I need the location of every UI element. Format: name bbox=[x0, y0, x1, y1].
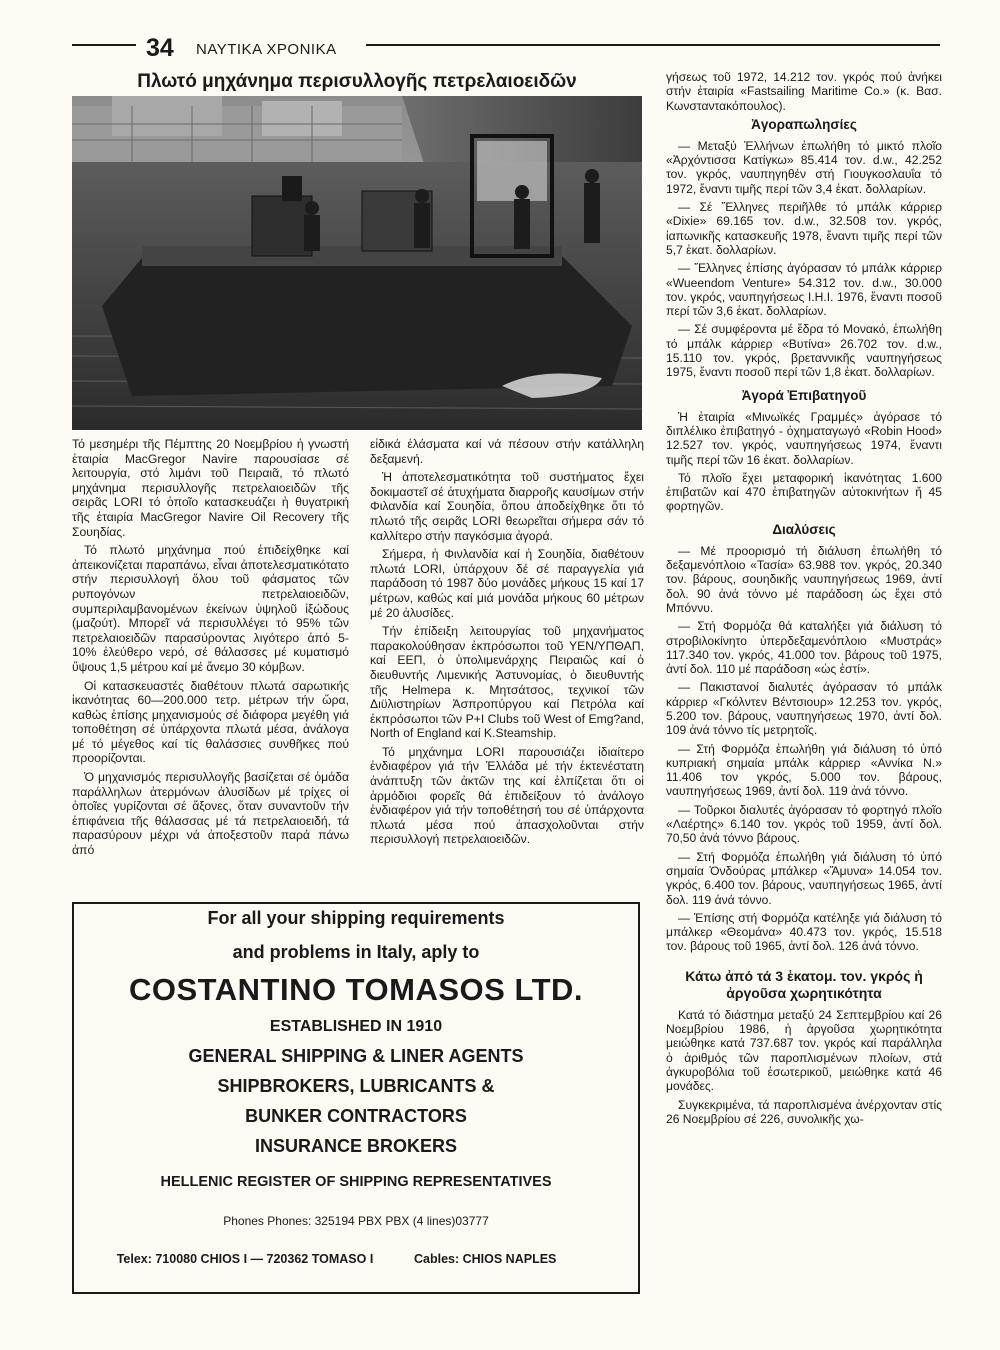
page-number: 34 bbox=[146, 34, 174, 62]
news-paragraph: — Πακιστανοί διαλυτές ἀγόρασαν τό μπάλκ κάρριερ «Γκόλντεν Βέντσιουρ» 12.253 τον. γκρός, 5.200 τον. βάρους, ναυπηγήσεως 1970, ἀντί δολ. 109 ἀνά τόννο τίς μετρητοῖς. bbox=[666, 680, 942, 738]
news-paragraph: — Μεταξύ Ἑλλήνων ἐπωλήθη τό μικτό πλοῖο «Ἀρχόντισσα Κατίγκω» 85.414 τον. d.w., 42.252 τον. γκρός, ναυπηγηθέν στή Γιουγκοσλαυΐα τό 1972, ἔναντι τιμῆς περί τῶν 3,4 ἑκατ. δολλαρίων. bbox=[666, 138, 942, 196]
oil-skimmer-photo bbox=[72, 96, 642, 430]
section-heading-passenger: Ἀγορά Ἐπιβατηγοῦ bbox=[741, 387, 867, 403]
header-rule-left bbox=[72, 44, 136, 46]
section-heading-idle-tonnage: Κάτω ἀπό τά 3 ἑκατομ. τον. γκρός ἡ ἀργοῦσα χωρητικότητα bbox=[685, 967, 923, 1001]
advertisement-box bbox=[72, 902, 640, 1294]
ad-service-1: GENERAL SHIPPING & LINER AGENTS bbox=[188, 1046, 524, 1066]
ad-company-name: COSTANTINO TOMASOS LTD. bbox=[128, 972, 584, 1007]
news-intro: γήσεως τοῦ 1972, 14.212 τον. γκρός πού ἀνήκει στήν ἑταιρία «Fastsailing Maritime Co.» (κ. Βασ. Κωνσταντακόπουλος). bbox=[666, 70, 942, 113]
article-paragraph: Τήν ἐπίδειξη λειτουργίας τοῦ μηχανήματος παρακολούθησαν ἐκπρόσωποι τοῦ ΥΕΝ/ΥΠΘΑΠ, καί ΕΕΠ, ὁ ὑπολιμενάρχης Πειραιῶς καί ὁ διευθυντής Λιμενικής Ἀστυνομίας, ὁ διευθυντής τῆς Helmepa κ. Μητσάτσος, τεχνικοί τῶν Διϋλιστηρίων Ἀσπροπύργου καί Πετρόλα καί ἐκπρόσωποι τῶν P+I Clubs τοῦ West of Emg?and, North of England καί K.Steamship. bbox=[370, 624, 644, 741]
news-paragraph: — Στή Φορμόζα ἐπωλήθη γιά διάλυση τό ὑπό σημαία Ὁνδούρας μπάλκερ «Ἄμυνα» 14.054 τον. γκρός, 6.400 τον. βάρους, ναυπηγήσεως 1965, ἀντί δολ. 119 ἀνά τόννο. bbox=[666, 849, 942, 907]
article-column-2 bbox=[370, 437, 644, 851]
ad-cables: Cables: CHIOS NAPLES bbox=[414, 1252, 557, 1266]
article-paragraph: εἰδικά ἐλάσματα καί νά πέσουν στήν κατάλληλη δεξαμενή. bbox=[370, 437, 644, 466]
news-paragraph: — Μέ προορισμό τή διάλυση ἐπωλήθη τό δεξαμενόπλοιο «Τασία» 63.988 τον. γκρός, 20.340 τον. βάρους, σουηδικῆς ναυπηγήσεως 1969, ἀντί δολ. 90 ἀνά τόννο μέ παράδοση ὡς ἔχει στό Μπόννυ. bbox=[666, 543, 942, 615]
header-rule-right bbox=[366, 44, 940, 46]
article-paragraph: Τό μεσημέρι τῆς Πέμπτης 20 Νοεμβρίου ἡ γνωστή ἑταιρία MacGregor Navire παρουσίασε σέ λειτουργία, στό λιμάνι τοῦ Πειραιᾶ, τό πλωτό μηχάνημα περισυλλογῆς πετρελαιοειδῶν τῆς σειρᾶς LORI τό ὁποῖο κατασκευάζει ἡ θυγατρική τῆς ἑταιρία MacGregor Navire Oil Recovery τῆς Σουηδίας. bbox=[72, 437, 349, 539]
ad-service-4: INSURANCE BROKERS bbox=[254, 1136, 458, 1156]
news-paragraph: — Στή Φορμόζα ἐπωλήθη γιά διάλυση τό ὑπό κυπριακή σημαία μπάλκ κάρριερ «Αννίκα Ν.» 11.406 τον γκρός, 5.000 τον. βάρους, ναυπηγήσεως 1969, ἀντί δολ. 119 ἀνά τόννο. bbox=[666, 741, 942, 799]
article-paragraph: Ἡ ἀποτελεσματικότητα τοῦ συστήματος ἔχει δοκιμαστεῖ σέ ἀτυχήματα διαρροῆς καυσίμων στήν Φιλανδία καί Σουηδία, ὅπου ἀποδείχθηκε ὅτι τό πλωτό τῆς σειρᾶς LORI θεωρεῖται σήμερα σάν τό καλλίτερο στήν παγκόσμια ἀγορά. bbox=[370, 470, 644, 543]
news-paragraph: — Τοῦρκοι διαλυτές ἀγόρασαν τό φορτηγό πλοῖο «Λαέρτης» 6.140 τον. γκρός τοῦ 1959, ἀντί δολ. 70,50 ἀνά τόννο βάρους. bbox=[666, 802, 942, 846]
journal-title: ΝΑΥΤΙΚΑ ΧΡΟΝΙΚΑ bbox=[196, 41, 337, 58]
news-paragraph: — Σέ Ἕλληνες περιῆλθε τό μπάλκ κάρριερ «Dixie» 69.165 τον. d.w., 32.508 τον. γκρός, ἰαπωνικῆς κατασκευῆς 1978, ἔναντι τιμῆς περί τῶν 5,7 ἑκατ. δολλαρίων. bbox=[666, 200, 942, 257]
news-paragraph: — Στή Φορμόζα θά καταλήξει γιά διάλυση τό στροβιλοκίνητο ὑπερδεξαμενόπλοιο «Μυστράς» 117.340 τον. γκρός, 41.000 τον. βάρους τοῦ 1975, ἀντί δολ. 110 μέ παράδοση «ὡς ἐστί». bbox=[666, 619, 942, 677]
news-paragraph: — Ἕλληνες ἐπίσης ἀγόρασαν τό μπάλκ κάρριερ «Wueendom Venture» 54.312 τον. d.w., 30.000 τον. γκρός, ναυπηγήσεως I.H.I. 1976, ἔναντι ποσοῦ περί τῶν 3,6 ἑκατ. δολλαρίων. bbox=[666, 261, 942, 319]
article-paragraph: Τό μηχάνημα LORI παρουσιάζει ἰδιαίτερο ἐνδιαφέρον γιά τήν Ἑλλάδα μέ τήν ἐκτενέστατη ἀνάπτυξη τῶν ἀκτῶν της καί ἐλπίζεται ὅτι οἱ ἁρμόδιοι φορεῖς θά ἐπιδείξουν τό ἀνάλογο ἐνδιαφέρον γιά τήν τοποθέτησή του σέ ὑπάρχοντα πλωτά μέσα πού ἀπασχολοῦνται στήν περισυλλογή πετρελαιοειδῶν. bbox=[370, 744, 644, 847]
news-paragraph: Κατά τό διάστημα μεταξύ 24 Σεπτεμβρίου καί 26 Νοεμβρίου 1986, ἡ ἀργοῦσα χωρητικότητα μειώθηκε κατά 737.687 τον. γκρός καί παράλληλα ὁ ἀριθμός τῶν παροπλισμένων πλοίων, στά ἀγκυροβόλια τοῦ ἐσωτερικοῦ, μειώθηκε κατά 46 μονάδες. bbox=[666, 1007, 942, 1094]
section-heading-sales: Ἀγοραπωλησίες bbox=[751, 116, 857, 132]
section-heading-scrapping: Διαλύσεις bbox=[772, 521, 836, 537]
ad-established: ESTABLISHED IN 1910 bbox=[269, 1018, 443, 1035]
ad-phones: Phones Phones: 325194 PBX PBX (4 lines)03777 bbox=[223, 1214, 489, 1228]
news-paragraph: Συγκεκριμένα, τά παροπλισμένα ἀνέρχονταν στίς 26 Νοεμβρίου σέ 226, συνολικῆς χω- bbox=[666, 1097, 942, 1126]
ad-service-3: BUNKER CONTRACTORS bbox=[245, 1106, 467, 1126]
ad-line-1: For all your shipping requirements bbox=[207, 908, 505, 928]
ad-service-2: SHIPBROKERS, LUBRICANTS & bbox=[217, 1076, 495, 1096]
ad-line-2: and problems in Italy, aply to bbox=[232, 942, 480, 962]
ad-telex: Telex: 710080 CHIOS I — 720362 TOMASO I bbox=[116, 1252, 374, 1266]
article-column-1 bbox=[72, 437, 349, 862]
article-paragraph: Τό πλωτό μηχάνημα πού ἐπιδείχθηκε καί ἀπεικονίζεται παραπάνω, εἶναι ἀποτελεσματικότατο στήν περισυλλογή ὅλου τοῦ φάσματος τῶν ρυπογόνων πετρελαιοειδῶν, συμπεριλαμβανομένων ἐκείνων ὑψηλοῦ ἰξώδους (μαζούτ). Μπορεῖ νά περισυλλέγει τό 95% τῶν πετρελαιοειδῶν παρασύροντας λιγότερο ἀπό 5-10% ἐλεύθερο νερό, σέ θάλασσες μέ κυματισμό ὕψους 1,5 μέτρου καί μέ ἄνεμο 30 κόμβων. bbox=[72, 543, 349, 674]
article-headline: Πλωτό μηχάνημα περισυλλογῆς πετρελαιοειδῶν bbox=[137, 71, 577, 92]
news-paragraph: — Σέ συμφέροντα μέ ἕδρα τό Μονακό, ἐπωλήθη τό μπάλκ κάρριερ «Βυτίνα» 26.702 τον. d.w., 15.110 τον. γκρός, βρεταννικῆς ναυπηγήσεως 1975, ἔναντι ποσοῦ περί τῶν 1,8 ἑκατ. δολλαρίων. bbox=[666, 322, 942, 380]
news-column bbox=[666, 70, 942, 1130]
article-paragraph: Σήμερα, ἡ Φινλανδία καί ἡ Σουηδία, διαθέτουν πλωτά LORI, ὑπάρχουν δέ σέ παραγγελία γιά παράδοση τό 1987 δύο μονάδες μήκους 15 καί 17 μέτρων, καθώς καί μιά μονάδα μήκους 60 μέτρων μέ 20 ἀλυσίδες. bbox=[370, 547, 644, 620]
news-paragraph: Τό πλοῖο ἔχει μεταφορική ἱκανότητας 1.600 ἐπιβατῶν καί 470 ἐπιβατηγῶν αὐτοκινήτων ἤ 45 φορτηγῶν. bbox=[666, 470, 942, 514]
news-paragraph: — Ἐπίσης στή Φορμόζα κατέληξε γιά διάλυση τό μπάλκερ «Θεομάνα» 40.473 τον. γκρός, 15.518 τον. βάρους τοῦ 1965, ἀντί δολ. 126 ἀνά τόννο. bbox=[666, 910, 942, 954]
article-paragraph: Οἱ κατασκευαστές διαθέτουν πλωτά σαρωτικής ἱκανότητας 60—200.000 τετρ. μέτρων τήν ὥρα, καθώς ἐπίσης μηχανισμούς σέ διάφορα μεγέθη γιά τοποθέτηση σέ ὑπάρχοντα πλωτά μέσα, ἀνάλογα μέ τό μέγεθος καί τίς θαλάσσιες συνθῆκες πού προορίζονται. bbox=[72, 678, 349, 766]
ad-register: HELLENIC REGISTER OF SHIPPING REPRESENTATIVES bbox=[160, 1174, 552, 1190]
article-paragraph: Ὁ μηχανισμός περισυλλογῆς βασίζεται σέ ὁμάδα παράλληλων ἀτερμόνων ἀλυσίδων μέ τρίχες οἱ ὁποῖες γυρίζονται σέ ἄξονες, ὅταν συναντοῦν τήν ἐπιφάνεια τῆς θάλασσας μέ τά πετρελαιοειδή, τά παρασύρουν μέχρι νά ἀποξεστοῦν παρά πάνω ἀπό bbox=[72, 770, 349, 858]
news-paragraph: Ἡ ἑταιρία «Μινωϊκές Γραμμές» ἀγόρασε τό διπλέλικο ἐπιβατηγό - ὀχηματαγωγό «Robin Hood» 12.527 τον. γκρός, ναυπηγήσεως 1974, ἔναντι τιμῆς περί τῶν 16 ἑκατ. δολλαρίων. bbox=[666, 409, 942, 467]
